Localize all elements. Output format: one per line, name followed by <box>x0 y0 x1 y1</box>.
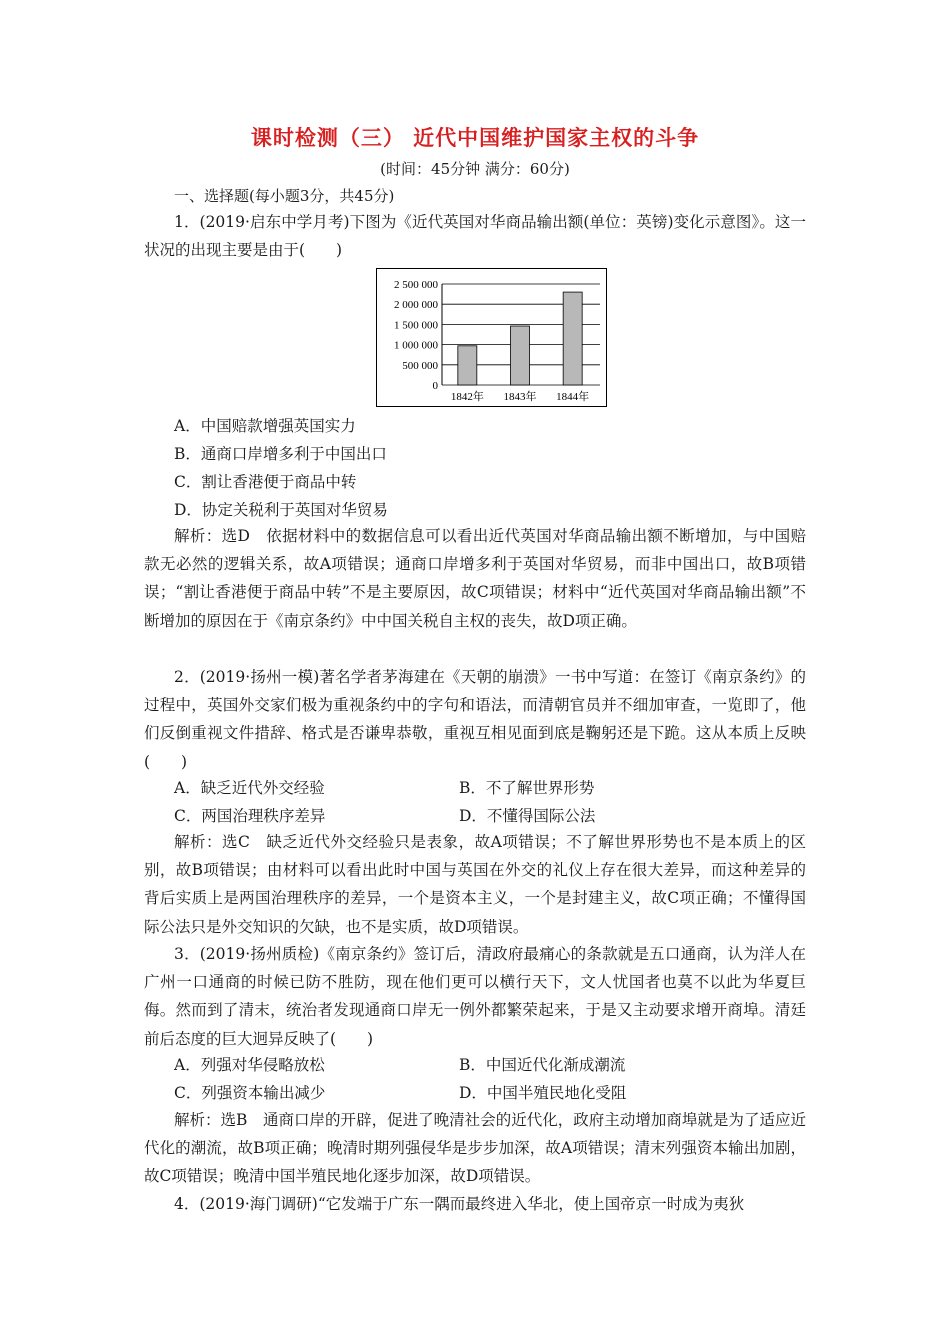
bar <box>511 326 530 385</box>
x-tick-label: 1842年 <box>450 391 484 403</box>
q1-option-b[interactable]: B．通商口岸增多利于中国出口 <box>174 445 387 463</box>
question-2-stem: 2．(2019·扬州一模)著名学者茅海建在《天朝的崩溃》一书中写道：在签订《南京条约》的过程中，英国外交家们极为重视条约中的字句和语法，而清朝官员并不细加审查，一览即了，他们反倒重视文件措辞、格式是否谦卑恭敬，重视互相见面到底是鞠躬还是下跪。这从本质上反映( ) <box>144 668 806 771</box>
y-tick-label: 2 000 000 <box>394 299 438 312</box>
question-3-stem: 3．(2019·扬州质检)《南京条约》签订后，清政府最痛心的条款就是五口通商，认为洋人在广州一口通商的时候已防不胜防，现在他们更可以横行天下，文人忧国者也莫不以此为华夏巨侮。然而到了清末，统治者发现通商口岸无一例外都繁荣起来，于是又主动要求增开商埠。清廷前后态度的巨大迥异反映了( ) <box>144 945 806 1048</box>
y-tick-label: 2 500 000 <box>394 279 438 291</box>
section-heading: 一、选择题(每小题3分，共45分) <box>174 187 395 205</box>
exam-meta: (时间：45分钟 满分：60分) <box>380 160 570 178</box>
q3-analysis: 解析：选B 通商口岸的开辟，促进了晚清社会的近代化，政府主动增加商埠就是为了适应近代化的潮流，故B项正确；晚清时期列强侵华是步步加深，故A项错误；清末列强资本输出加剧，故C项错误；晚清中国半殖民地化逐步加深，故D项错误。 <box>144 1111 806 1186</box>
x-tick-label: 1844年 <box>556 391 590 403</box>
question-4-stem: 4．(2019·海门调研)“它发端于广东一隅而最终进入华北，使上国帝京一时成为夷狄 <box>174 1195 745 1213</box>
y-tick-label: 1 000 000 <box>394 339 438 352</box>
q2-option-a[interactable]: A．缺乏近代外交经验 <box>174 779 325 797</box>
q3-option-a[interactable]: A．列强对华侵略放松 <box>174 1056 325 1074</box>
q1-option-d[interactable]: D．协定关税利于英国对华贸易 <box>174 501 388 519</box>
bar <box>563 292 582 385</box>
question-1-stem: 1．(2019·启东中学月考)下图为《近代英国对华商品输出额(单位：英镑)变化示意图》。这一状况的出现主要是由于( ) <box>144 213 806 260</box>
bar-chart <box>376 268 607 407</box>
q1-analysis: 解析：选D 依据材料中的数据信息可以看出近代英国对华商品输出额不断增加，与中国赔款无必然的逻辑关系，故A项错误；通商口岸增多利于英国对华贸易，而非中国出口，故B项错误；“割让香港便于商品中转”不是主要原因，故C项错误；材料中“近代英国对华商品输出额”不断增加的原因在于《南京条约》中中国关税自主权的丧失，故D项正确。 <box>144 527 806 630</box>
q1-option-a[interactable]: A．中国赔款增强英国实力 <box>174 417 356 435</box>
q3-option-c[interactable]: C．列强资本输出减少 <box>174 1084 326 1102</box>
q3-option-b[interactable]: B．中国近代化渐成潮流 <box>459 1056 626 1074</box>
page-title: 课时检测（三） 近代中国维护国家主权的斗争 <box>250 126 700 150</box>
q3-option-d[interactable]: D．中国半殖民地化受阻 <box>459 1084 627 1102</box>
q2-analysis: 解析：选C 缺乏近代外交经验只是表象，故A项错误；不了解世界形势也不是本质上的区别，故B项错误；由材料可以看出此时中国与英国在外交的礼仪上存在很大差异，而这种差异的背后实质上是两国治理秩序的差异，一个是资本主义，一个是封建主义，故C项正确；不懂得国际公法只是外交知识的欠缺，也不是实质，故D项错误。 <box>144 833 806 936</box>
q2-option-b[interactable]: B．不了解世界形势 <box>459 779 595 797</box>
y-tick-label: 1 500 000 <box>394 319 438 332</box>
x-tick-label: 1843年 <box>503 391 537 403</box>
q1-option-c[interactable]: C．割让香港便于商品中转 <box>174 473 357 491</box>
bar <box>458 346 477 385</box>
q2-option-d[interactable]: D．不懂得国际公法 <box>459 807 596 825</box>
q2-option-c[interactable]: C．两国治理秩序差异 <box>174 807 326 825</box>
y-tick-label: 0 <box>432 380 438 392</box>
y-tick-label: 500 000 <box>402 359 438 372</box>
